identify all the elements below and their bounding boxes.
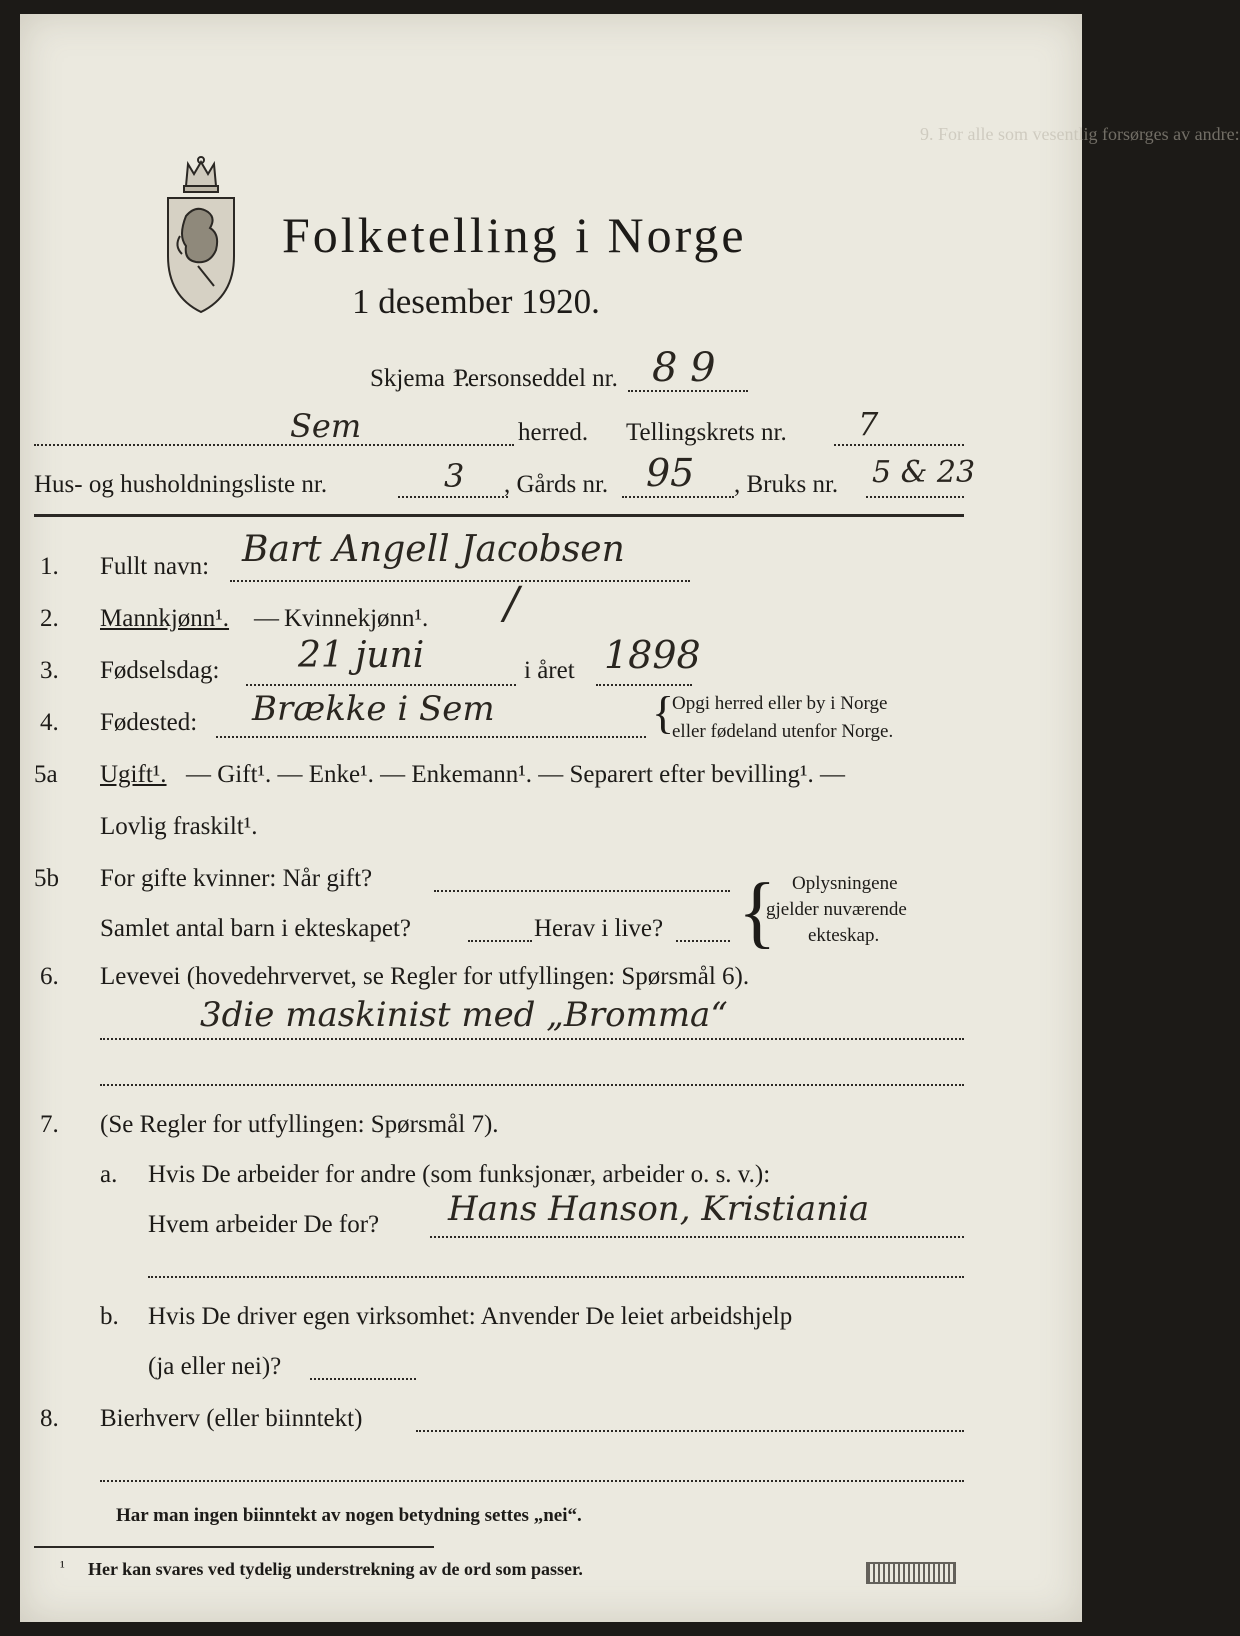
bleed-through-text: 9. For alle som vesentlig forsørges av andre: [920,124,1240,144]
q7a-extra-line [148,1276,964,1278]
gards-label: , Gårds nr. [504,471,609,498]
q2-female-option: Kvinnekjønn¹. [284,605,429,632]
q4-brace: { [652,687,675,738]
census-form-sheet [20,14,1240,1622]
q6-value: 3die maskinist med „Bromma“ [200,995,728,1035]
q2-check-mark: / [504,578,519,629]
footnote-mark: ¹ [60,1559,65,1576]
q3-number: 3. [40,657,59,684]
gards-line [622,496,734,498]
herred-value: Sem [290,407,362,445]
q6-line1 [100,1038,964,1040]
schema-label: Skjema 1. [370,365,470,392]
q8-extra-line [100,1480,964,1482]
q5a-ugift-option: Ugift¹. [100,761,167,788]
q8-label: Bierhverv (eller biinntekt) [100,1405,363,1432]
q5a-number: 5a [34,761,58,788]
tellingskrets-line [834,444,964,446]
q5b-line1: For gifte kvinner: Når gift? [100,865,373,892]
q4-note-line2: eller fødeland utenfor Norge. [672,721,894,742]
herred-line [34,444,514,446]
bruks-line [866,496,964,498]
q5b-line2b-blank [676,940,730,942]
q7b-line2-blank [310,1378,416,1380]
q5b-brace: { [738,868,777,956]
q3-year-label: i året [524,657,575,684]
footnote-text: Her kan svares ved tydelig understrekning av de ord som passer. [88,1559,583,1579]
form-title: Folketelling i Norge [282,207,747,263]
q4-value: Brække i Sem [252,689,495,729]
q5b-line2a: Samlet antal barn i ekteskapet? [100,915,411,942]
form-date: 1 desember 1920. [352,282,600,321]
q5b-line2b: Herav i live? [534,915,664,942]
q3-year-value: 1898 [604,633,701,677]
hus-line [398,496,508,498]
q4-label: Fødested: [100,709,198,736]
q8-line [416,1430,964,1432]
q7b-line1: Hvis De driver egen virksomhet: Anvender De leiet arbeidshjelp [148,1303,793,1330]
tellingskrets-value: 7 [858,405,879,443]
herred-label: herred. [518,419,589,446]
q3-year-line [596,684,692,686]
tellingskrets-label: Tellingskrets nr. [626,419,787,446]
printer-mark [866,1562,956,1584]
q5b-number: 5b [34,865,59,892]
q3-line [246,684,516,686]
q6-number: 6. [40,963,59,990]
footer-note: Har man ingen biinntekt av nogen betydning settes „nei“. [116,1505,582,1526]
q5b-line2a-blank [468,940,532,942]
q5b-note2: gjelder nuværende [766,899,907,920]
q5b-line1-blank [434,890,730,892]
q5a-other-options: — Gift¹. — Enke¹. — Enkemann¹. — Separert efter bevilling¹. — [186,761,845,788]
q5b-note1: Oplysningene [792,873,898,894]
q7-number: 7. [40,1111,59,1138]
q1-line [230,580,690,582]
gards-value: 95 [646,451,695,495]
q5a-fraskilt-option: Lovlig fraskilt¹. [100,813,258,840]
q6-label: Levevei (hovedehrvervet, se Regler for utfyllingen: Spørsmål 6). [100,963,750,990]
q2-separator: — [254,605,279,632]
q1-value: Bart Angell Jacobsen [242,529,625,570]
q7a-line2: Hvem arbeider De for? [148,1211,380,1238]
q7a-line2-blank [430,1236,964,1238]
header-divider [34,514,964,517]
q6-line2 [100,1084,964,1086]
q3-value: 21 juni [298,635,425,676]
q7-label: (Se Regler for utfyllingen: Spørsmål 7). [100,1111,499,1138]
norway-coat-of-arms-icon [158,156,244,316]
q5b-note3: ekteskap. [808,925,880,946]
q7b-line2: (ja eller nei)? [148,1353,282,1380]
personseddel-label: Personseddel nr. [454,365,618,392]
q1-number: 1. [40,553,59,580]
personseddel-value: 8 9 [652,345,716,391]
q4-note-line1: Opgi herred eller by i Norge [672,693,888,714]
q4-number: 4. [40,709,59,736]
q7a-value: Hans Hanson, Kristiania [448,1189,870,1229]
q8-number: 8. [40,1405,59,1432]
hus-value: 3 [444,457,465,495]
hus-label: Hus- og husholdningsliste nr. [34,471,328,498]
q7a-letter: a. [100,1161,118,1188]
footer-divider [34,1546,434,1548]
q7a-line1: Hvis De arbeider for andre (som funksjonær, arbeider o. s. v.): [148,1161,771,1188]
bruks-label: , Bruks nr. [734,471,839,498]
q3-label: Fødselsdag: [100,657,220,684]
q4-line [216,736,646,738]
q1-label: Fullt navn: [100,553,210,580]
q2-male-option: Mannkjønn¹. [100,605,230,632]
q2-number: 2. [40,605,59,632]
bruks-value: 5 & 23 [872,455,976,490]
q7b-letter: b. [100,1303,119,1330]
